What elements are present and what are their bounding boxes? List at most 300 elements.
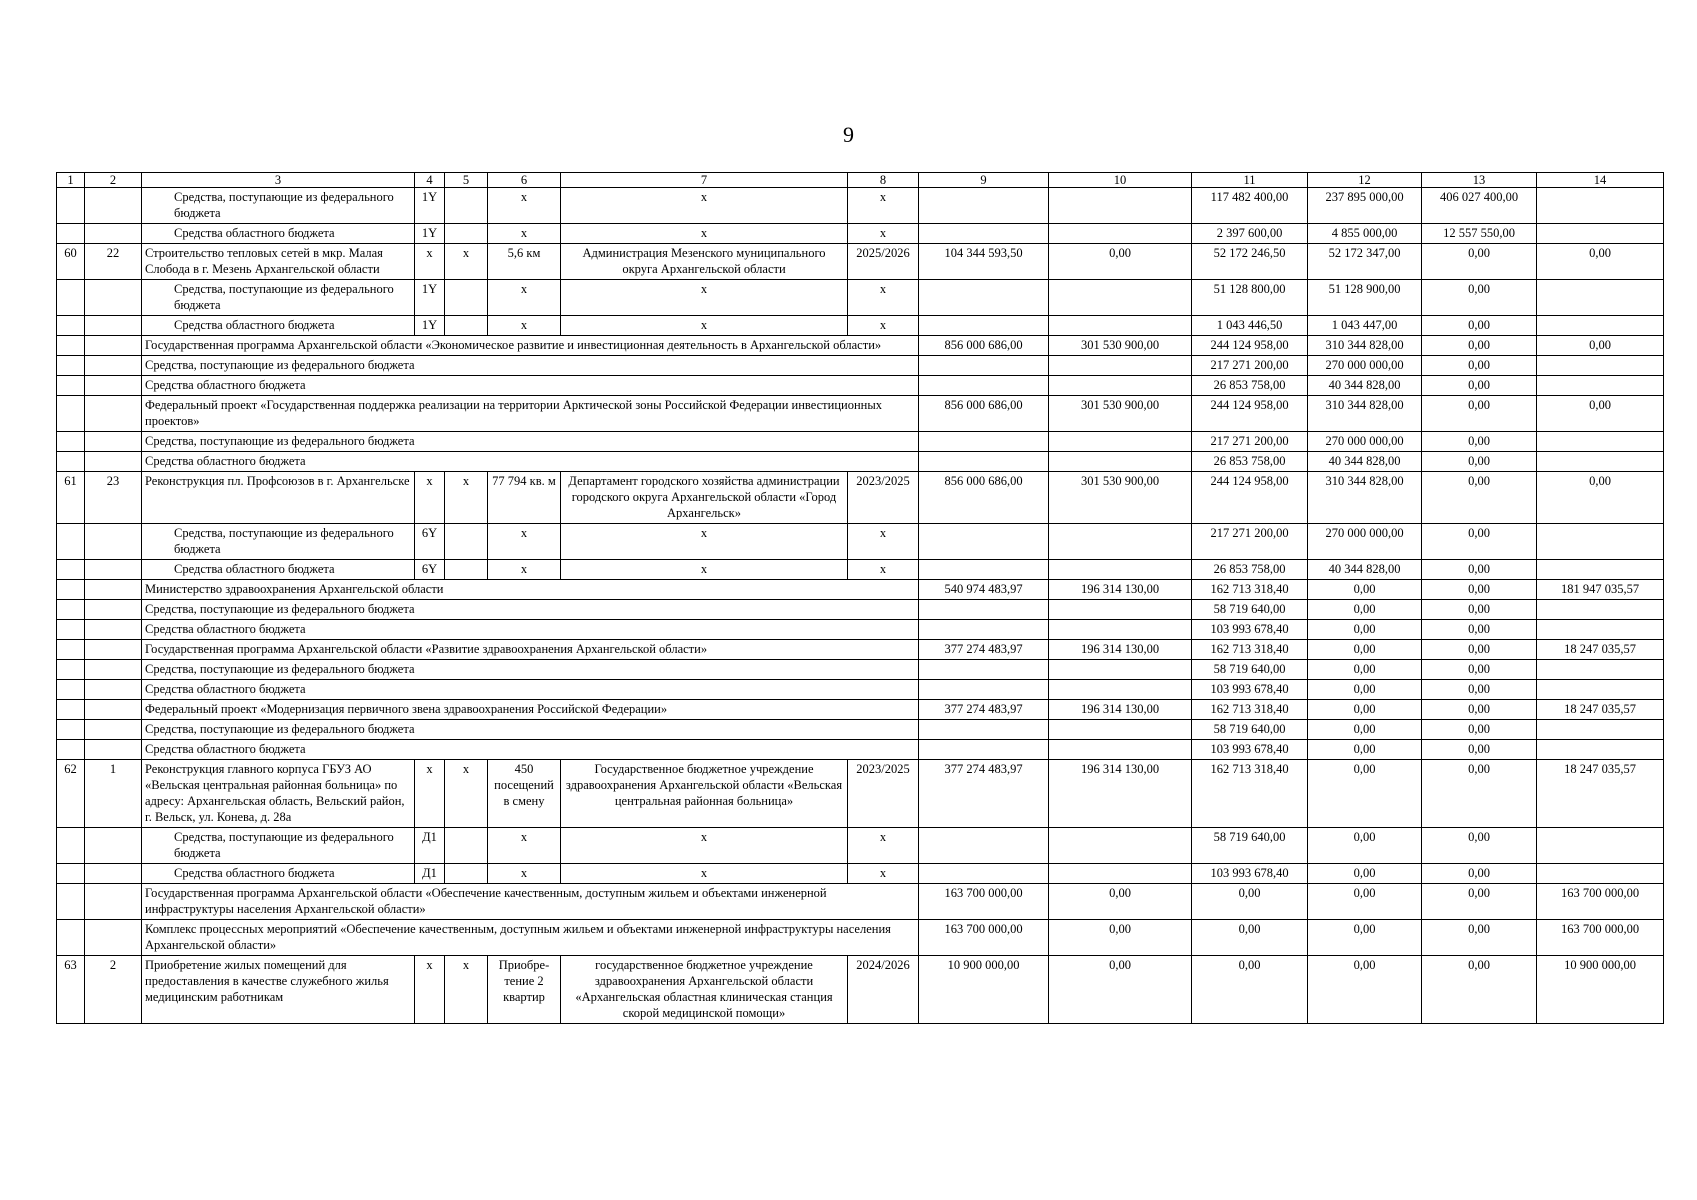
cell-c12: 51 128 900,00 — [1308, 280, 1422, 316]
cell-c9: 377 274 483,97 — [919, 760, 1049, 828]
table-row — [57, 244, 1664, 280]
cell-c9 — [919, 280, 1049, 316]
cell-c8: x — [848, 828, 919, 864]
cell-c3: Средства областного бюджета — [142, 224, 415, 244]
cell-c10: 196 314 130,00 — [1049, 640, 1192, 660]
cell-c10 — [1049, 740, 1192, 760]
cell-text: Федеральный проект «Государственная поддержка реализации на территории Арктической зоны Российской Федерации инвестиционных проектов» — [142, 396, 919, 432]
cell-c8: x — [848, 280, 919, 316]
cell-c6: x — [488, 828, 561, 864]
cell-c10: 0,00 — [1049, 244, 1192, 280]
cell-c14: 18 247 035,57 — [1537, 640, 1664, 660]
cell-c10 — [1049, 864, 1192, 884]
cell-c1: 61 — [57, 472, 85, 524]
cell-c13: 0,00 — [1422, 640, 1537, 660]
cell-c12: 0,00 — [1308, 680, 1422, 700]
cell-c4: Д1 — [415, 864, 445, 884]
cell-c9: 377 274 483,97 — [919, 640, 1049, 660]
cell-c13: 0,00 — [1422, 956, 1537, 1024]
cell-c2 — [85, 560, 142, 580]
cell-c14 — [1537, 740, 1664, 760]
cell-c12: 270 000 000,00 — [1308, 356, 1422, 376]
cell-c12: 0,00 — [1308, 920, 1422, 956]
table-row — [57, 864, 1664, 884]
cell-c10 — [1049, 356, 1192, 376]
cell-c10 — [1049, 660, 1192, 680]
cell-c12: 237 895 000,00 — [1308, 188, 1422, 224]
cell-c6: x — [488, 188, 561, 224]
cell-text: Средства областного бюджета — [142, 376, 919, 396]
cell-c12: 310 344 828,00 — [1308, 472, 1422, 524]
cell-c13: 0,00 — [1422, 680, 1537, 700]
cell-c6: x — [488, 224, 561, 244]
table-row — [57, 396, 1664, 432]
cell-c5: x — [445, 956, 488, 1024]
cell-c10 — [1049, 280, 1192, 316]
cell-c3: Средства, поступающие из федерального бюджета — [142, 188, 415, 224]
table-row — [57, 884, 1664, 920]
cell-c14: 0,00 — [1537, 472, 1664, 524]
table-row — [57, 620, 1664, 640]
table-row — [57, 600, 1664, 620]
cell-text: Комплекс процессных мероприятий «Обеспечение качественным, доступным жильем и объектами инженерной инфраструктуры населения Архангельской области» — [142, 920, 919, 956]
cell-c14 — [1537, 560, 1664, 580]
cell-c2 — [85, 700, 142, 720]
cell-c14 — [1537, 828, 1664, 864]
cell-c12: 0,00 — [1308, 640, 1422, 660]
cell-c9 — [919, 560, 1049, 580]
cell-c13: 0,00 — [1422, 356, 1537, 376]
cell-c9: 163 700 000,00 — [919, 920, 1049, 956]
cell-c9 — [919, 376, 1049, 396]
column-number: 4 — [415, 173, 445, 188]
cell-text: Средства областного бюджета — [142, 620, 919, 640]
cell-c13: 0,00 — [1422, 316, 1537, 336]
cell-c1 — [57, 680, 85, 700]
cell-c2 — [85, 280, 142, 316]
column-number-row — [57, 173, 1664, 188]
cell-c2 — [85, 188, 142, 224]
column-number: 3 — [142, 173, 415, 188]
cell-c14: 163 700 000,00 — [1537, 920, 1664, 956]
cell-c1 — [57, 524, 85, 560]
cell-c4: 1Y — [415, 188, 445, 224]
cell-c2 — [85, 316, 142, 336]
table-row — [57, 828, 1664, 864]
cell-c11: 103 993 678,40 — [1192, 680, 1308, 700]
cell-c13: 0,00 — [1422, 600, 1537, 620]
cell-c12: 40 344 828,00 — [1308, 560, 1422, 580]
column-number: 1 — [57, 173, 85, 188]
cell-c14: 18 247 035,57 — [1537, 760, 1664, 828]
cell-text: Государственная программа Архангельской области «Обеспечение качественным, доступным жильем и объектами инженерной инфраструктуры населения Архангельской области» — [142, 884, 919, 920]
cell-c10: 301 530 900,00 — [1049, 472, 1192, 524]
cell-c8: 2024/2026 — [848, 956, 919, 1024]
cell-c1 — [57, 600, 85, 620]
cell-c7: x — [561, 560, 848, 580]
cell-c12: 4 855 000,00 — [1308, 224, 1422, 244]
cell-text: Средства, поступающие из федерального бюджета — [142, 660, 919, 680]
cell-c7: x — [561, 524, 848, 560]
cell-c12: 0,00 — [1308, 760, 1422, 828]
cell-c9 — [919, 432, 1049, 452]
column-number: 7 — [561, 173, 848, 188]
cell-c11: 58 719 640,00 — [1192, 720, 1308, 740]
cell-c14: 0,00 — [1537, 396, 1664, 432]
cell-c7: x — [561, 280, 848, 316]
cell-c8: 2025/2026 — [848, 244, 919, 280]
cell-c7: x — [561, 224, 848, 244]
cell-c14 — [1537, 188, 1664, 224]
cell-c11: 26 853 758,00 — [1192, 452, 1308, 472]
cell-c7: государственное бюджетное учреждение здравоохранения Архангельской области «Архангельская областная клиническая станция скорой медицинской помощи» — [561, 956, 848, 1024]
cell-c11: 162 713 318,40 — [1192, 640, 1308, 660]
cell-c10: 196 314 130,00 — [1049, 580, 1192, 600]
cell-c9 — [919, 720, 1049, 740]
table-row — [57, 680, 1664, 700]
cell-c13: 0,00 — [1422, 720, 1537, 740]
cell-c14 — [1537, 524, 1664, 560]
cell-c14 — [1537, 280, 1664, 316]
cell-c2 — [85, 828, 142, 864]
cell-c9 — [919, 828, 1049, 864]
cell-c5 — [445, 524, 488, 560]
cell-c10 — [1049, 560, 1192, 580]
cell-c11: 244 124 958,00 — [1192, 336, 1308, 356]
cell-c10: 301 530 900,00 — [1049, 396, 1192, 432]
cell-c1 — [57, 620, 85, 640]
cell-c13: 0,00 — [1422, 524, 1537, 560]
cell-text: Средства областного бюджета — [142, 740, 919, 760]
cell-c2 — [85, 864, 142, 884]
cell-c12: 310 344 828,00 — [1308, 336, 1422, 356]
cell-c1 — [57, 452, 85, 472]
cell-c2 — [85, 336, 142, 356]
table-row — [57, 560, 1664, 580]
table-row — [57, 336, 1664, 356]
cell-c9 — [919, 224, 1049, 244]
cell-c9: 856 000 686,00 — [919, 472, 1049, 524]
cell-c5 — [445, 828, 488, 864]
table-row — [57, 580, 1664, 600]
cell-c4: x — [415, 472, 445, 524]
cell-c1 — [57, 920, 85, 956]
cell-c5 — [445, 864, 488, 884]
cell-c8: x — [848, 224, 919, 244]
cell-c12: 1 043 447,00 — [1308, 316, 1422, 336]
cell-c13: 0,00 — [1422, 452, 1537, 472]
column-number: 10 — [1049, 173, 1192, 188]
cell-c11: 1 043 446,50 — [1192, 316, 1308, 336]
cell-c4: 6Y — [415, 560, 445, 580]
cell-c9: 540 974 483,97 — [919, 580, 1049, 600]
cell-c10 — [1049, 188, 1192, 224]
cell-c13: 0,00 — [1422, 376, 1537, 396]
cell-c1 — [57, 316, 85, 336]
cell-c5: x — [445, 244, 488, 280]
table-row — [57, 720, 1664, 740]
cell-c9: 856 000 686,00 — [919, 336, 1049, 356]
cell-c2 — [85, 396, 142, 432]
cell-c13: 0,00 — [1422, 396, 1537, 432]
cell-c2 — [85, 452, 142, 472]
cell-c7: Администрация Мезенского муниципального округа Архангельской области — [561, 244, 848, 280]
cell-c2 — [85, 920, 142, 956]
cell-c11: 58 719 640,00 — [1192, 660, 1308, 680]
cell-c9: 104 344 593,50 — [919, 244, 1049, 280]
cell-c13: 0,00 — [1422, 336, 1537, 356]
cell-c12: 0,00 — [1308, 660, 1422, 680]
cell-c14 — [1537, 316, 1664, 336]
cell-c14 — [1537, 452, 1664, 472]
cell-c4: x — [415, 244, 445, 280]
cell-c1 — [57, 280, 85, 316]
cell-c4: x — [415, 760, 445, 828]
cell-c13: 0,00 — [1422, 432, 1537, 452]
cell-c2: 1 — [85, 760, 142, 828]
cell-c14 — [1537, 356, 1664, 376]
cell-c13: 0,00 — [1422, 472, 1537, 524]
cell-c10 — [1049, 432, 1192, 452]
cell-c10: 301 530 900,00 — [1049, 336, 1192, 356]
cell-c5 — [445, 188, 488, 224]
cell-c3: Приобретение жилых помещений для предоставления в качестве служебного жилья медицинским работникам — [142, 956, 415, 1024]
cell-c12: 0,00 — [1308, 864, 1422, 884]
cell-c13: 0,00 — [1422, 740, 1537, 760]
cell-c10 — [1049, 600, 1192, 620]
cell-c10 — [1049, 452, 1192, 472]
cell-c11: 26 853 758,00 — [1192, 376, 1308, 396]
cell-c13: 0,00 — [1422, 580, 1537, 600]
table-row — [57, 188, 1664, 224]
cell-c14: 163 700 000,00 — [1537, 884, 1664, 920]
cell-c4: 1Y — [415, 316, 445, 336]
cell-c6: x — [488, 864, 561, 884]
cell-c9 — [919, 600, 1049, 620]
cell-c13: 12 557 550,00 — [1422, 224, 1537, 244]
table-row — [57, 956, 1664, 1024]
cell-c11: 162 713 318,40 — [1192, 760, 1308, 828]
cell-c8: x — [848, 560, 919, 580]
cell-c2: 2 — [85, 956, 142, 1024]
column-number: 2 — [85, 173, 142, 188]
column-number: 11 — [1192, 173, 1308, 188]
cell-c11: 103 993 678,40 — [1192, 740, 1308, 760]
cell-c2 — [85, 580, 142, 600]
cell-c1: 60 — [57, 244, 85, 280]
column-number: 13 — [1422, 173, 1537, 188]
table-row — [57, 640, 1664, 660]
cell-c10 — [1049, 376, 1192, 396]
cell-c14 — [1537, 432, 1664, 452]
page-number: 9 — [843, 122, 854, 147]
cell-c2 — [85, 640, 142, 660]
cell-c1 — [57, 376, 85, 396]
cell-c5 — [445, 316, 488, 336]
budget-table-body — [57, 173, 1664, 1024]
cell-c6: x — [488, 280, 561, 316]
budget-table — [56, 172, 1664, 1024]
cell-c8: x — [848, 524, 919, 560]
cell-text: Средства, поступающие из федерального бюджета — [142, 432, 919, 452]
cell-c12: 0,00 — [1308, 580, 1422, 600]
cell-c6: 77 794 кв. м — [488, 472, 561, 524]
cell-c12: 40 344 828,00 — [1308, 376, 1422, 396]
cell-c14: 18 247 035,57 — [1537, 700, 1664, 720]
cell-c10 — [1049, 224, 1192, 244]
cell-c2 — [85, 680, 142, 700]
cell-c11: 217 271 200,00 — [1192, 432, 1308, 452]
cell-c1 — [57, 740, 85, 760]
cell-c10: 196 314 130,00 — [1049, 760, 1192, 828]
cell-c6: Приобре-тение 2 квартир — [488, 956, 561, 1024]
cell-c11: 52 172 246,50 — [1192, 244, 1308, 280]
cell-c9 — [919, 356, 1049, 376]
cell-c3: Реконструкция пл. Профсоюзов в г. Архангельске — [142, 472, 415, 524]
cell-c11: 0,00 — [1192, 920, 1308, 956]
cell-c5 — [445, 280, 488, 316]
cell-c14 — [1537, 660, 1664, 680]
cell-c5: x — [445, 760, 488, 828]
cell-c10 — [1049, 620, 1192, 640]
cell-c12: 40 344 828,00 — [1308, 452, 1422, 472]
cell-c4: 1Y — [415, 280, 445, 316]
cell-c5 — [445, 224, 488, 244]
cell-c2 — [85, 884, 142, 920]
cell-c2 — [85, 356, 142, 376]
cell-c13: 406 027 400,00 — [1422, 188, 1537, 224]
cell-c1 — [57, 828, 85, 864]
cell-c1: 63 — [57, 956, 85, 1024]
table-row — [57, 356, 1664, 376]
cell-text: Министерство здравоохранения Архангельской области — [142, 580, 919, 600]
cell-c9 — [919, 740, 1049, 760]
cell-c8: 2023/2025 — [848, 472, 919, 524]
cell-c13: 0,00 — [1422, 244, 1537, 280]
cell-c11: 51 128 800,00 — [1192, 280, 1308, 316]
cell-c2 — [85, 432, 142, 452]
cell-c14 — [1537, 224, 1664, 244]
cell-c14: 10 900 000,00 — [1537, 956, 1664, 1024]
cell-c10 — [1049, 720, 1192, 740]
cell-c3: Средства, поступающие из федерального бюджета — [142, 828, 415, 864]
cell-c3: Реконструкция главного корпуса ГБУЗ АО «Вельская центральная районная больница» по адресу: Архангельская область, Вельский район, г. Вельск, ул. Конева, д. 28а — [142, 760, 415, 828]
cell-c1 — [57, 336, 85, 356]
cell-c1 — [57, 356, 85, 376]
cell-c7: x — [561, 864, 848, 884]
cell-c9 — [919, 316, 1049, 336]
column-number: 9 — [919, 173, 1049, 188]
cell-c11: 162 713 318,40 — [1192, 700, 1308, 720]
column-number: 6 — [488, 173, 561, 188]
cell-c14 — [1537, 720, 1664, 740]
cell-c11: 58 719 640,00 — [1192, 828, 1308, 864]
cell-c11: 217 271 200,00 — [1192, 524, 1308, 560]
cell-c10 — [1049, 524, 1192, 560]
cell-c12: 0,00 — [1308, 884, 1422, 920]
cell-c12: 310 344 828,00 — [1308, 396, 1422, 432]
cell-c3: Средства областного бюджета — [142, 560, 415, 580]
cell-c12: 0,00 — [1308, 620, 1422, 640]
cell-c7: x — [561, 316, 848, 336]
cell-c10 — [1049, 828, 1192, 864]
cell-c2: 23 — [85, 472, 142, 524]
cell-c2 — [85, 660, 142, 680]
cell-c12: 0,00 — [1308, 740, 1422, 760]
cell-c12: 270 000 000,00 — [1308, 432, 1422, 452]
cell-c1 — [57, 640, 85, 660]
cell-c14: 0,00 — [1537, 336, 1664, 356]
cell-c9: 856 000 686,00 — [919, 396, 1049, 432]
cell-c7: Государственное бюджетное учреждение здравоохранения Архангельской области «Вельская центральная районная больница» — [561, 760, 848, 828]
cell-c2 — [85, 600, 142, 620]
cell-c10: 0,00 — [1049, 956, 1192, 1024]
cell-c1 — [57, 396, 85, 432]
cell-c14: 181 947 035,57 — [1537, 580, 1664, 600]
cell-c9 — [919, 524, 1049, 560]
cell-c14 — [1537, 680, 1664, 700]
cell-c1 — [57, 660, 85, 680]
cell-c1: 62 — [57, 760, 85, 828]
cell-c2: 22 — [85, 244, 142, 280]
cell-text: Средства, поступающие из федерального бюджета — [142, 600, 919, 620]
cell-c9 — [919, 864, 1049, 884]
cell-c1 — [57, 720, 85, 740]
cell-c1 — [57, 560, 85, 580]
cell-text: Государственная программа Архангельской области «Экономическое развитие и инвестиционная деятельность в Архангельской области» — [142, 336, 919, 356]
cell-c14: 0,00 — [1537, 244, 1664, 280]
column-number: 12 — [1308, 173, 1422, 188]
cell-c12: 52 172 347,00 — [1308, 244, 1422, 280]
cell-c10 — [1049, 680, 1192, 700]
table-row — [57, 524, 1664, 560]
table-row — [57, 224, 1664, 244]
cell-c11: 244 124 958,00 — [1192, 396, 1308, 432]
cell-c11: 162 713 318,40 — [1192, 580, 1308, 600]
cell-c1 — [57, 188, 85, 224]
table-row — [57, 760, 1664, 828]
cell-c12: 0,00 — [1308, 956, 1422, 1024]
cell-c9: 377 274 483,97 — [919, 700, 1049, 720]
cell-c8: 2023/2025 — [848, 760, 919, 828]
cell-c2 — [85, 720, 142, 740]
cell-c6: x — [488, 524, 561, 560]
cell-text: Средства, поступающие из федерального бюджета — [142, 356, 919, 376]
cell-c13: 0,00 — [1422, 920, 1537, 956]
cell-c1 — [57, 432, 85, 452]
cell-c7: x — [561, 828, 848, 864]
cell-c13: 0,00 — [1422, 620, 1537, 640]
cell-c12: 270 000 000,00 — [1308, 524, 1422, 560]
cell-c8: x — [848, 864, 919, 884]
cell-c9: 10 900 000,00 — [919, 956, 1049, 1024]
cell-c14 — [1537, 620, 1664, 640]
cell-c2 — [85, 620, 142, 640]
cell-c6: x — [488, 560, 561, 580]
cell-c11: 103 993 678,40 — [1192, 864, 1308, 884]
table-row — [57, 660, 1664, 680]
cell-c8: x — [848, 188, 919, 224]
cell-c9 — [919, 660, 1049, 680]
table-row — [57, 740, 1664, 760]
cell-c11: 2 397 600,00 — [1192, 224, 1308, 244]
cell-c3: Средства областного бюджета — [142, 864, 415, 884]
cell-c12: 0,00 — [1308, 700, 1422, 720]
cell-c13: 0,00 — [1422, 280, 1537, 316]
cell-c6: x — [488, 316, 561, 336]
cell-c4: 6Y — [415, 524, 445, 560]
cell-c2 — [85, 740, 142, 760]
